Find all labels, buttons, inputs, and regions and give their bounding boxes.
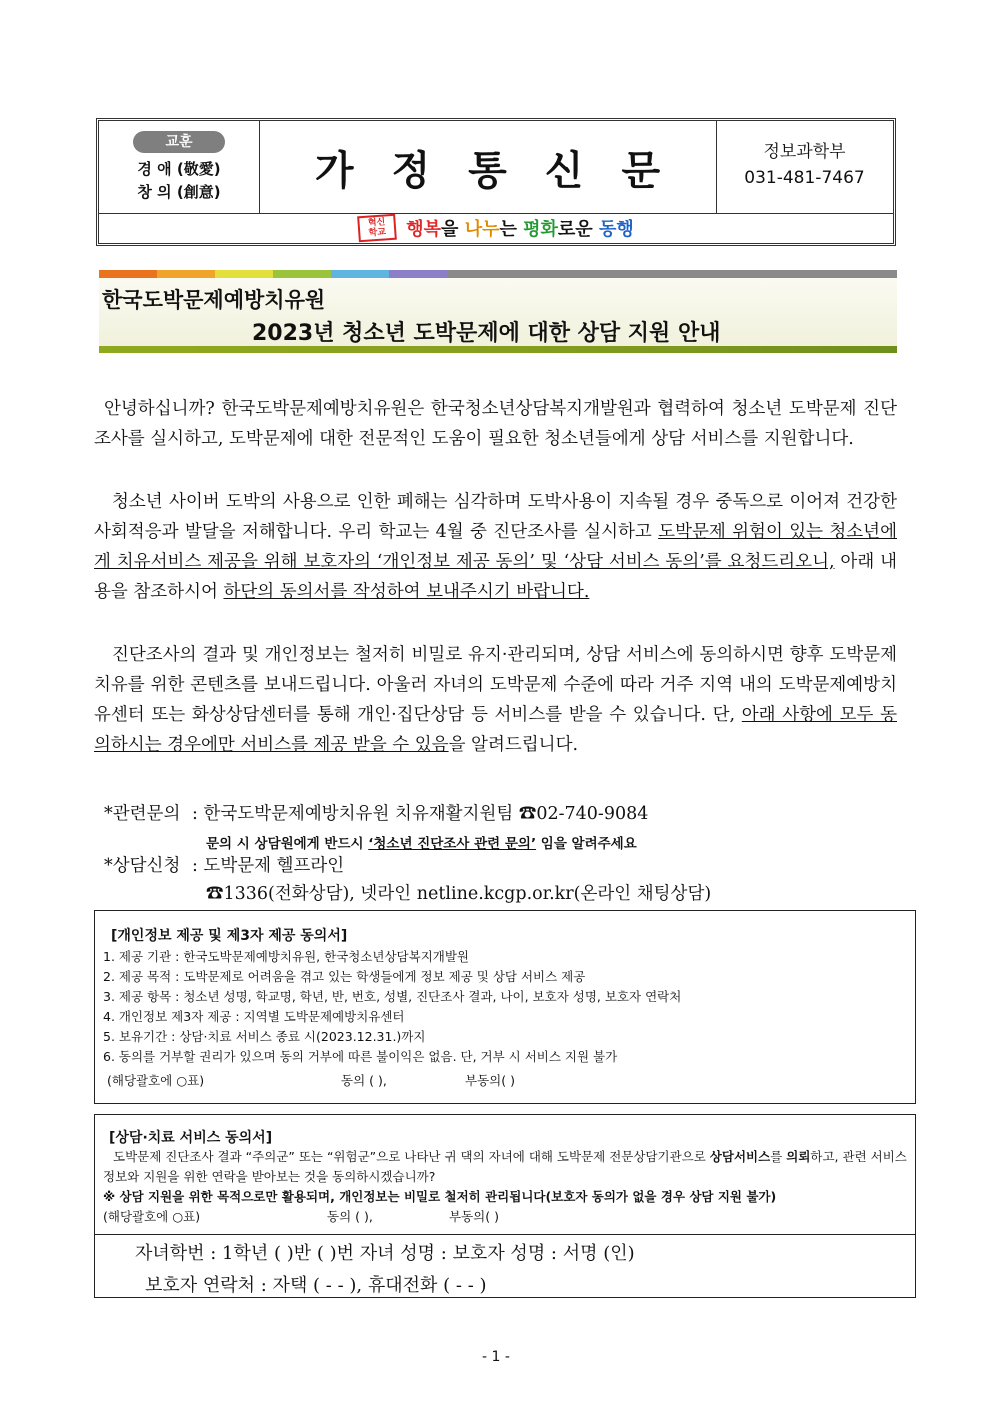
consent-item: 1. 제공 기관 : 한국도박문제예방치유원, 한국청소년상담복지개발원	[103, 949, 470, 964]
intro-paragraph: 안녕하십니까? 한국도박문제예방치유원은 한국청소년상담복지개발원과 협력하여 청소년 도박문제 진단조사를 실시하고, 도박문제에 대한 전문적인 도움이 필요한 청소년들에게 상담 서비스를 지원합니다.	[94, 399, 897, 449]
privacy-consent-box	[94, 910, 916, 1104]
strip-segment	[99, 270, 157, 278]
underlined-request: 하단의 동의서를 작성하여 보내주시기 바랍니다.	[223, 582, 590, 602]
motto-line-1: 경 애 (敬愛)	[137, 160, 221, 178]
counsel-line	[104, 852, 344, 877]
header-top-row	[99, 121, 893, 214]
department-phone: 031-481-7467	[744, 168, 865, 188]
privacy-consent-items	[103, 947, 681, 1067]
disagree-option[interactable]: 부동의( )	[465, 1073, 515, 1088]
mark-hint: (해당괄호에 ○표)	[103, 1209, 201, 1224]
body-bold: 상담서비스	[709, 1149, 771, 1164]
mark-hint: (해당괄호에 ○표)	[107, 1073, 205, 1088]
privacy-consent-title: [개인정보 제공 및 제3자 제공 동의서]	[111, 928, 348, 944]
signature-divider	[95, 1234, 915, 1235]
counsel-helpline: : 도박문제 헬프라인	[191, 856, 345, 876]
inquiry-line	[104, 800, 648, 825]
counseling-consent-box	[94, 1114, 916, 1298]
color-strip	[99, 270, 897, 278]
strip-segment	[447, 270, 897, 278]
consent-item: 6. 동의를 거부할 권리가 있으며 동의 거부에 따른 불이익은 없음. 단, 거부 시 서비스 지원 불가	[103, 1049, 618, 1064]
counsel-contacts: ☎1336(전화상담), 넷라인 netline.kcgp.or.kr(온라인 채팅상담)	[206, 884, 712, 904]
slogan-word: 동행	[598, 219, 634, 240]
agree-option[interactable]: 동의 ( ),	[341, 1073, 387, 1088]
underlined-condition: 아래 사항에 모두 동의하시는 경우에만 서비스를 제공 받을 수 있음	[94, 705, 897, 755]
disagree-option[interactable]: 부동의( )	[449, 1209, 499, 1224]
privacy-paragraph	[94, 640, 897, 760]
slogan-word: 을	[441, 219, 465, 240]
body-text: 를	[770, 1149, 787, 1164]
letter-header	[96, 118, 896, 246]
strip-segment	[215, 270, 273, 278]
guardian-contact-row[interactable]: 보호자 연락처 : 자택 ( - - ), 휴대전화 ( - - )	[145, 1275, 487, 1296]
strip-segment	[273, 270, 331, 278]
school-slogan	[406, 215, 633, 241]
request-paragraph	[94, 487, 897, 607]
document-title: 2023년 청소년 도박문제에 대한 상담 지원 안내	[252, 321, 721, 346]
counseling-consent-body	[103, 1147, 909, 1187]
paragraph-text: 청소년 사이버 도박의 사용으로 인한 폐해는 심각하며 도박사용이 지속될 경우 중독으로 이어져 건강한 사회적응과 발달을 저해합니다. 우리 학교는 4월 중 진단조사를 실시하고	[94, 492, 897, 542]
slogan-word: 나누	[464, 219, 500, 240]
body-text: 도박문제 진단조사 결과 “주의군” 또는 “위험군”으로 나타난 귀 댁의 자녀에 대해 도박문제 전문상담기관으로	[113, 1149, 710, 1164]
body-text: 하고, 관련 서비스 정보와 지원을 위한 연락을 받아보는 것을 동의하시겠습니까?	[103, 1149, 907, 1184]
strip-segment	[389, 270, 447, 278]
strip-segment	[331, 270, 389, 278]
organization-name: 한국도박문제예방치유원	[102, 288, 326, 312]
department-cell	[716, 121, 893, 213]
note-text: 문의 시 상담원에게 반드시	[206, 836, 369, 852]
strip-segment	[157, 270, 215, 278]
counseling-consent-title: [상담·치료 서비스 동의서]	[109, 1130, 273, 1146]
body-bold: 의뢰	[786, 1149, 811, 1164]
counsel-label: *상담신청	[104, 856, 181, 876]
title-cell	[259, 121, 717, 213]
motto-line-2: 창 의 (創意)	[137, 183, 221, 201]
slogan-word: 행복	[406, 219, 442, 240]
note-text: 임을 알려주세요	[536, 836, 637, 852]
slogan-row	[99, 213, 893, 243]
slogan-word: 는	[499, 219, 524, 240]
privacy-notice: ※ 상담 지원을 위한 목적으로만 활용되며, 개인정보는 비밀로 철저히 관리됩니다(보호자 동의가 없을 경우 상담 지원 불가)	[103, 1189, 777, 1204]
page-number: - 1 -	[482, 1349, 510, 1365]
consent-item: 4. 개인정보 제3자 제공 : 지역별 도박문제예방치유센터	[103, 1009, 405, 1024]
page-title: 가정통신문	[314, 147, 699, 194]
paragraph-text: 진단조사의 결과 및 개인정보는 철저히 비밀로 유지·관리되며, 상담 서비스에 동의하시면 향후 도박문제 치유를 위한 콘텐츠를 보내드립니다. 아울러 자녀의 도박문제 수준에 따라 거주 지역 내의 도박문제예방치유센터 또는 화상상담센터를 통해 개인·집단상담 등 서비스를 받을 수 있습니다. 단,	[94, 645, 897, 725]
paragraph-text: 아래 내용을 참조하시어	[94, 552, 897, 602]
note-underlined: ‘청소년 진단조사 관련 문의’	[368, 836, 537, 852]
department-name: 정보과학부	[763, 142, 846, 162]
innovation-school-stamp	[357, 214, 397, 243]
motto-badge: 교훈	[133, 131, 225, 153]
consent-item: 2. 제공 목적 : 도박문제로 어려움을 겪고 있는 학생들에게 정보 제공 및 상담 서비스 제공	[103, 969, 586, 984]
stamp-text-top: 혁신	[367, 217, 386, 229]
underlined-request: 도박문제 위험이 있는 청소년에게 치유서비스 제공을 위해 보호자의 ‘개인정보 제공 동의’ 및 ‘상담 서비스 동의’를 요청드리오니,	[94, 522, 897, 572]
paragraph-text: 을 알려드립니다.	[448, 735, 579, 755]
inquiry-note	[206, 832, 637, 852]
student-info-row[interactable]: 자녀학번 : 1학년 ( )반 ( )번 자녀 성명 : 보호자 성명 : 서명 (인)	[135, 1243, 635, 1264]
agree-option[interactable]: 동의 ( ),	[327, 1209, 373, 1224]
stamp-text-bottom: 학교	[368, 227, 387, 239]
inquiry-contact: : 한국도박문제예방치유원 치유재활지원팀 ☎02-740-9084	[191, 804, 649, 824]
slogan-word: 로운	[557, 219, 599, 240]
slogan-word: 평화	[523, 219, 558, 240]
inquiry-label: *관련문의	[104, 804, 181, 824]
banner-underline	[99, 346, 897, 353]
consent-item: 3. 제공 항목 : 청소년 성명, 학교명, 학년, 반, 번호, 성별, 진단조사 결과, 나이, 보호자 성명, 보호자 연락처	[103, 989, 682, 1004]
consent-item: 5. 보유기간 : 상담·치료 서비스 종료 시(2023.12.31.)까지	[103, 1029, 426, 1044]
school-motto-cell	[99, 121, 260, 213]
